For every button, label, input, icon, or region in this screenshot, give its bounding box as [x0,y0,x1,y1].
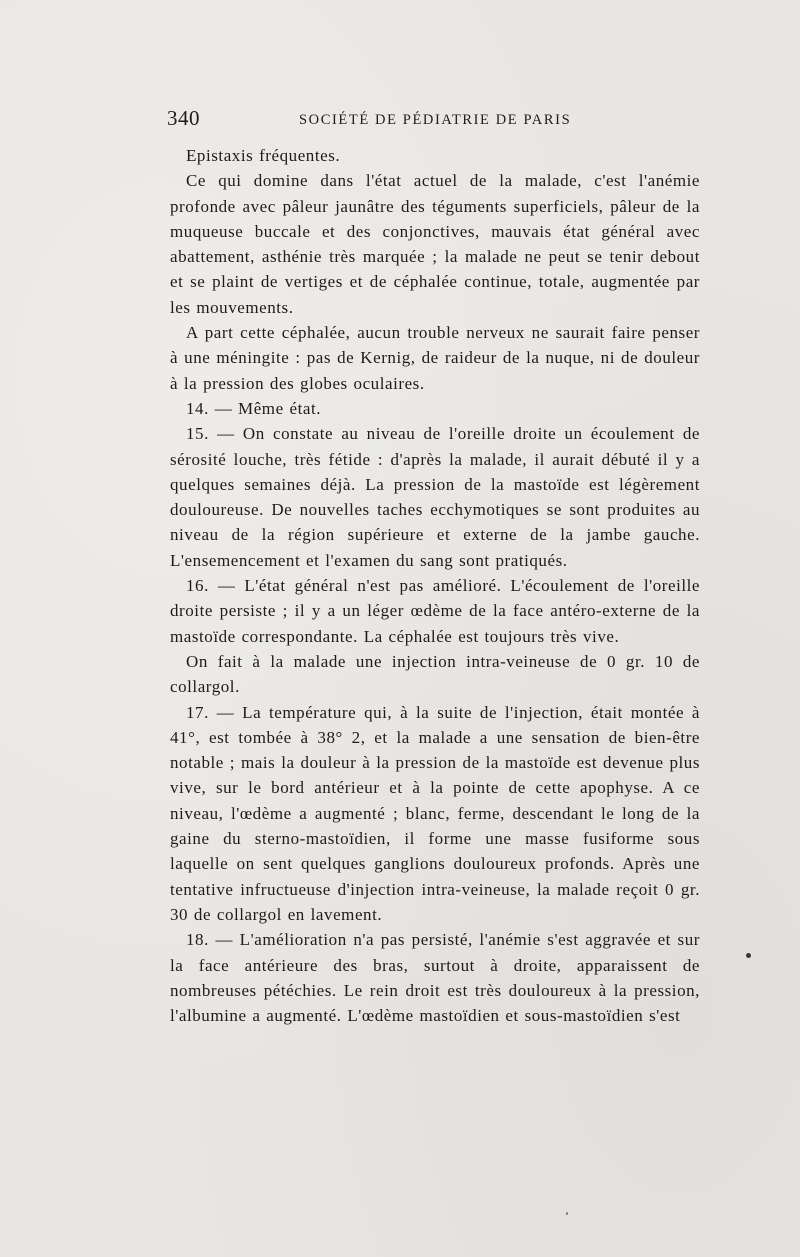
body-text [170,143,700,1028]
paragraph-epistaxis: Epistaxis fréquentes. [186,146,341,165]
paragraph-day-16: 16. — L'état général n'est pas amélioré. L'écoulement de l'oreille droite persiste ; il y a un léger œdème de la face antéro-externe de la mastoïde correspondante. La céphalée est toujours très vive. [170,576,700,646]
ink-speck [566,1212,568,1215]
paragraph-current-state: Ce qui domine dans l'état actuel de la malade, c'est l'anémie profonde avec pâleur jaunâtre des téguments superficiels, pâleur de la muqueuse buccale et des conjonctives, mauvais état général avec abattement, asthénie très marquée ; la malade ne peut se tenir debout et se plaint de vertiges et de céphalée continue, totale, augmentée par les mouvements. [170,171,700,317]
paragraph-day-15: 15. — On constate au niveau de l'oreille droite un écoulement de sérosité louche, très fétide : d'après la malade, il aurait débuté il y a quelques semaines déjà. La pression de la mastoïde est légèrement douloureuse. De nouvelles taches ecchymotiques se sont produites au niveau de la région supérieure et externe de la jambe gauche. L'ensemencement et l'examen du sang sont pratiqués. [170,424,700,570]
paragraph-injection: On fait à la malade une injection intra-veineuse de 0 gr. 10 de collargol. [170,651,700,697]
paragraph-day-17: 17. — La température qui, à la suite de l'injection, était montée à 41°, est tombée à 38° 2, et la malade a une sensation de bien-être notable ; mais la douleur à la pression de la mastoïde est devenue plus vive, sur le bord antérieur et à la pointe de cette apophyse. A ce niveau, l'œdème a augmenté ; blanc, ferme, descendant le long de la gaine du sterno-mastoïdien, il forme une masse fusiforme sous laquelle on sent quelques ganglions douloureux profonds. Après une tentative infructueuse d'injection intra-veineuse, la malade reçoit 0 gr. 30 de collargol en lavement. [170,702,700,924]
page-header [167,103,707,133]
paragraph-cephalea: A part cette céphalée, aucun trouble nerveux ne saurait faire penser à une méningite : pas de Kernig, de raideur de la nuque, ni de douleur à la pression des globes oculaires. [170,323,700,393]
ink-speck [746,953,751,958]
page-number: 340 [167,106,200,130]
paragraph-day-14: 14. — Même état. [186,398,322,418]
running-title: SOCIÉTÉ DE PÉDIATRIE DE PARIS [299,112,572,128]
paragraph-day-18: 18. — L'amélioration n'a pas persisté, l'anémie s'est aggravée et sur la face antérieure des bras, surtout à droite, apparaissent de nombreuses pétéchies. Le rein droit est très douloureux à la pression, l'albumine a augmenté. L'œdème mastoïdien et sous-mastoïdien s'est [170,930,700,1026]
